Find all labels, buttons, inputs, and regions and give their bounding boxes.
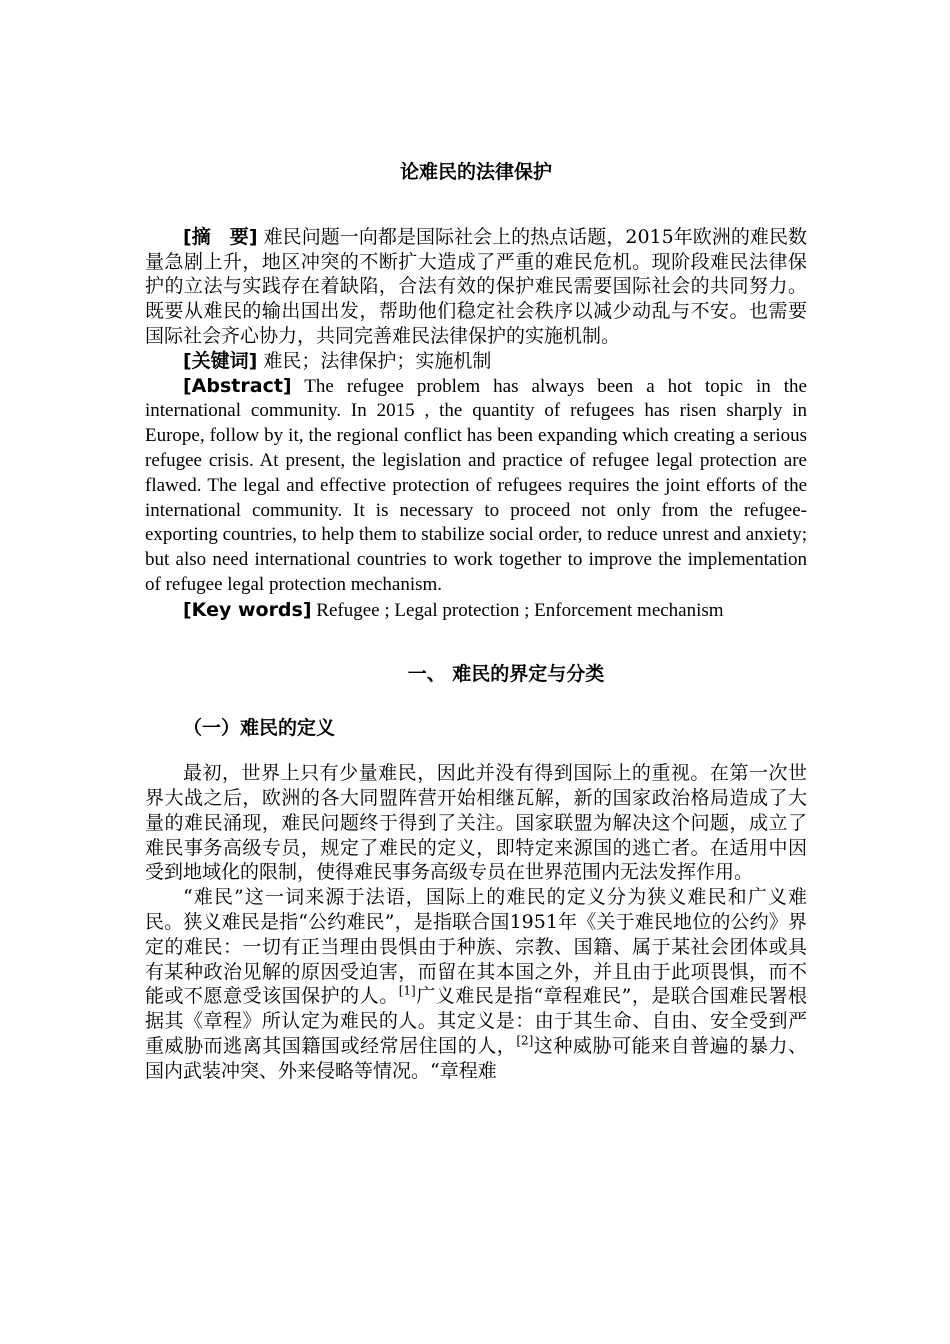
abstract-text: 难民问题一向都是国际社会上的热点话题，2015年欧洲的难民数量急剧上升，地区冲突的不断扩大造成了严重的难民危机。现阶段难民法律保护的立法与实践存在着缺陷，合法有效的保护难民需要国际社会的共同努力。既要从难民的输出国出发，帮助他们稳定社会秩序以减少动乱与不安。也需要国际社会齐心协力，共同完善难民法律保护的实施机制。 [145, 225, 808, 347]
abstract-paragraph [145, 225, 807, 349]
abstract-en-paragraph [145, 374, 807, 598]
body-paragraph-2 [145, 885, 807, 1083]
body-paragraph-2-part-c: 这种威胁可能来自普遍的暴力、国内武装冲突、外来侵略等情况。“章程难 [145, 1034, 807, 1082]
keywords-en-label: [Key words] [183, 598, 312, 621]
subsection-heading: （一）难民的定义 [183, 717, 336, 740]
keywords-label: [关键词] [183, 349, 258, 372]
body-paragraph-2-part-b: 广义难民是指“章程难民”，是联合国难民署根据其《章程》所认定为难民的人。其定义是：由于其生命、自由、安全受到严重威胁而逃离其国籍国或经常居住国的人， [145, 985, 807, 1057]
keywords-en-text: Refugee ; Legal protection ; Enforcement mechanism [316, 599, 724, 621]
abstract-label: [摘 要] [183, 225, 258, 248]
document-body [145, 160, 807, 1084]
keywords-text: 难民；法律保护；实施机制 [263, 349, 492, 372]
keywords-paragraph [145, 349, 807, 374]
page-title: 论难民的法律保护 [399, 161, 552, 183]
section-heading: 一、 难民的界定与分类 [407, 662, 605, 685]
body-paragraph-1: 最初，世界上只有少量难民，因此并没有得到国际上的重视。在第一次世界大战之后，欧洲的各大同盟阵营开始相继瓦解，新的国家政治格局造成了大量的难民涌现，难民问题终于得到了关注。国家联盟为解决这个问题，成立了难民事务高级专员，规定了难民的定义，即特定来源国的逃亡者。在适用中因受到地域化的限制，使得难民事务高级专员在世界范围内无法发挥作用。 [145, 762, 807, 884]
body-paragraph-2-part-a: “难民”这一词来源于法语，国际上的难民的定义分为狭义难民和广义难民。狭义难民是指“公约难民”，是指联合国1951年《关于难民地位的公约》界定的难民：一切有正当理由畏惧由于种族、宗教、国籍、属于某社会团体或具有某种政治见解的原因受迫害，而留在其本国之外，并且由于此项畏惧，而不能或不愿意受该国保护的人。 [145, 886, 807, 1008]
footnote-ref-2[interactable]: [2] [516, 1033, 534, 1048]
abstract-en-text: The refugee problem has always been a hot topic in the international community. In 2015 , the quantity of refugees has risen sharply in Europe, follow by it, the regional conflict has been expanding which creating a serious refugee crisis. At present, the legislation and practice of refugee legal protection are flawed. The legal and effective protection of refugees requires the joint efforts of the international community. It is necessary to proceed not only from the refugee-exporting countries, to help them to stabilize social order, to reduce unrest and anxiety; but also need international countries to work together to improve the implementation of refugee legal protection mechanism. [145, 375, 807, 595]
keywords-en-paragraph [145, 598, 807, 624]
abstract-en-label: [Abstract] [183, 374, 292, 397]
footnote-ref-1[interactable]: [1] [398, 983, 416, 998]
